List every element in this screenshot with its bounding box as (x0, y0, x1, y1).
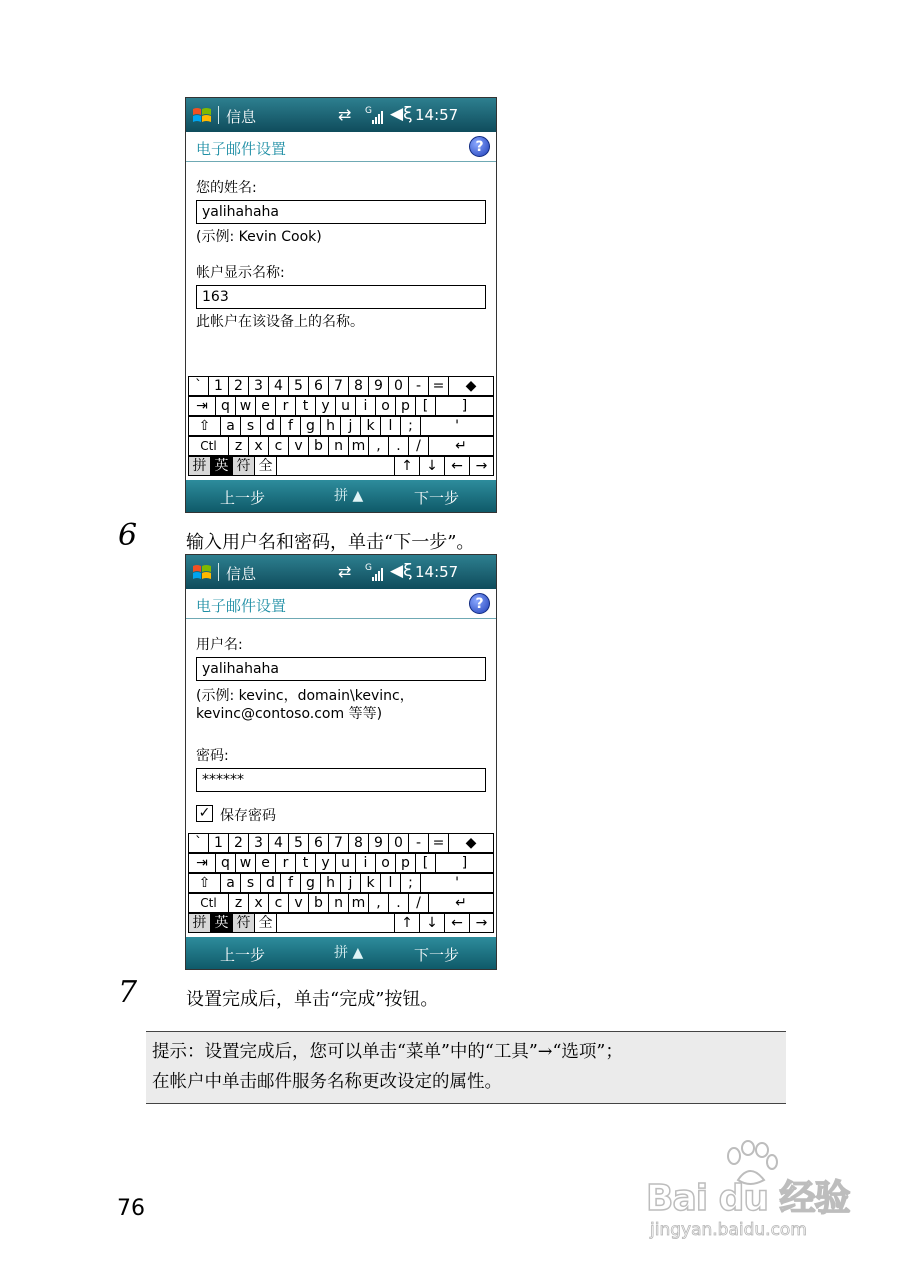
key[interactable]: j (340, 873, 361, 893)
page-number: 76 (117, 1196, 145, 1221)
key[interactable]: ] (435, 853, 494, 873)
key[interactable]: / (408, 436, 429, 456)
username-hint-line-2: kevinc@contoso.com 等等) (196, 706, 383, 722)
step-6-number: 6 (118, 518, 138, 553)
pinyin-mode-key[interactable]: 拼 (188, 456, 211, 476)
tip-line-2: 在帐户中单击邮件服务名称更改设定的属性。 (152, 1072, 502, 1092)
key[interactable]: t (295, 853, 316, 873)
fullwidth-key[interactable]: 全 (254, 913, 277, 933)
key[interactable]: - (408, 833, 429, 853)
key[interactable]: u (335, 396, 356, 416)
watermark-brand: Bai du 经验 (646, 1178, 850, 1219)
key[interactable]: o (375, 853, 396, 873)
ctrl-key[interactable]: Ctl (188, 893, 229, 913)
key[interactable]: e (255, 396, 276, 416)
clock[interactable]: 14:57 (415, 106, 459, 124)
key[interactable]: x (248, 436, 269, 456)
key[interactable]: / (408, 893, 429, 913)
key[interactable]: 4 (268, 376, 289, 396)
username-input[interactable]: yalihahaha (196, 657, 486, 681)
name-hint: (示例: Kevin Cook) (196, 229, 322, 245)
english-mode-key[interactable]: 英 (210, 456, 233, 476)
name-label: 您的姓名: (196, 180, 257, 196)
key[interactable]: h (320, 416, 341, 436)
windows-start-icon[interactable] (191, 105, 213, 125)
tab-key[interactable]: ⇥ (188, 396, 216, 416)
key[interactable]: a (220, 416, 241, 436)
step-7-number: 7 (118, 975, 138, 1010)
key[interactable]: 3 (248, 833, 269, 853)
phone-screen-credentials (185, 554, 497, 970)
keyboard-row-qwerty (186, 853, 496, 874)
key[interactable]: c (268, 436, 289, 456)
ctrl-key[interactable]: Ctl (188, 436, 229, 456)
key[interactable]: . (388, 436, 409, 456)
status-bar (186, 98, 496, 132)
volume-icon[interactable]: ◀ξ (390, 561, 413, 581)
key[interactable]: ` (188, 376, 209, 396)
key[interactable]: ' (420, 873, 494, 893)
page-header (186, 132, 496, 162)
backspace-key[interactable]: ◆ (448, 376, 494, 396)
key[interactable]: y (315, 396, 336, 416)
english-mode-key[interactable]: 英 (210, 913, 233, 933)
password-label: 密码: (196, 748, 229, 764)
app-title: 信息 (226, 108, 257, 126)
enter-key[interactable]: ↵ (428, 436, 494, 456)
keyboard-row-numbers (186, 376, 496, 397)
key[interactable]: i (355, 396, 376, 416)
key[interactable]: 1 (208, 376, 229, 396)
account-name-hint: 此帐户在该设备上的名称。 (196, 314, 364, 330)
key[interactable]: , (368, 436, 389, 456)
key[interactable]: v (288, 893, 309, 913)
keyboard-row-bottom (186, 893, 496, 914)
page-title: 电子邮件设置 (196, 140, 287, 158)
key[interactable]: 5 (288, 833, 309, 853)
clock[interactable]: 14:57 (415, 563, 459, 581)
key[interactable]: 8 (348, 833, 369, 853)
key[interactable]: k (360, 873, 381, 893)
input-method-toggle[interactable]: 拼 ▲ (334, 945, 364, 961)
svg-text:G: G (365, 106, 372, 116)
key[interactable]: ' (420, 416, 494, 436)
key[interactable]: 6 (308, 833, 329, 853)
username-label: 用户名: (196, 637, 243, 653)
key[interactable]: 2 (228, 376, 249, 396)
key[interactable]: z (228, 436, 249, 456)
key[interactable]: o (375, 396, 396, 416)
fullwidth-key[interactable]: 全 (254, 456, 277, 476)
key[interactable]: l (380, 873, 401, 893)
key[interactable]: a (220, 873, 241, 893)
key[interactable]: m (348, 436, 369, 456)
key[interactable]: 0 (388, 376, 409, 396)
key[interactable]: 8 (348, 376, 369, 396)
key[interactable]: t (295, 396, 316, 416)
space-key[interactable] (276, 456, 395, 476)
page-header (186, 589, 496, 619)
keyboard-row-numbers (186, 833, 496, 854)
key[interactable]: f (280, 873, 301, 893)
key[interactable]: , (368, 893, 389, 913)
tab-key[interactable]: ⇥ (188, 853, 216, 873)
pinyin-mode-key[interactable]: 拼 (188, 913, 211, 933)
key[interactable]: y (315, 853, 336, 873)
key[interactable]: = (428, 376, 449, 396)
back-softkey[interactable]: 上一步 (220, 946, 266, 964)
key[interactable]: - (408, 376, 429, 396)
arrow-up-key[interactable]: ↑ (394, 456, 420, 476)
sync-icon[interactable]: ⇄ (338, 562, 352, 581)
key[interactable]: u (335, 853, 356, 873)
softkey-bar (186, 937, 496, 969)
key[interactable]: z (228, 893, 249, 913)
shift-key[interactable]: ⇧ (188, 873, 221, 893)
status-bar (186, 555, 496, 589)
backspace-key[interactable]: ◆ (448, 833, 494, 853)
phone-screen-name-settings (185, 97, 497, 513)
symbol-mode-key[interactable]: 符 (232, 913, 255, 933)
tip-line-1: 提示：设置完成后，您可以单击“菜单”中的“工具”→“选项”； (152, 1042, 623, 1062)
key[interactable]: v (288, 436, 309, 456)
key[interactable]: ; (400, 416, 421, 436)
space-key[interactable] (276, 913, 395, 933)
arrow-right-key[interactable]: → (469, 456, 494, 476)
key[interactable]: b (308, 436, 329, 456)
softkey-bar (186, 480, 496, 512)
arrow-down-key[interactable]: ↓ (419, 456, 445, 476)
soft-keyboard (186, 376, 496, 481)
key[interactable]: q (215, 396, 236, 416)
key[interactable]: ` (188, 833, 209, 853)
enter-key[interactable]: ↵ (428, 893, 494, 913)
key[interactable]: x (248, 893, 269, 913)
key[interactable]: s (240, 873, 261, 893)
username-hint-line-1: (示例: kevinc，domain\kevinc， (196, 688, 414, 704)
arrow-down-key[interactable]: ↓ (419, 913, 445, 933)
account-name-input[interactable]: 163 (196, 285, 486, 309)
key[interactable]: 7 (328, 833, 349, 853)
account-name-label: 帐户显示名称: (196, 265, 285, 281)
watermark-url: jingyan.baidu.com (650, 1220, 807, 1240)
key[interactable]: s (240, 416, 261, 436)
key[interactable]: ] (435, 396, 494, 416)
keyboard-row-bottom (186, 436, 496, 457)
key[interactable]: [ (415, 853, 436, 873)
key[interactable]: q (215, 853, 236, 873)
keyboard-row-home (186, 873, 496, 894)
next-softkey[interactable]: 下一步 (414, 489, 460, 507)
key[interactable]: j (340, 416, 361, 436)
key[interactable]: 3 (248, 376, 269, 396)
key[interactable]: h (320, 873, 341, 893)
key[interactable]: p (395, 396, 416, 416)
shift-key[interactable]: ⇧ (188, 416, 221, 436)
key[interactable]: 5 (288, 376, 309, 396)
keyboard-row-home (186, 416, 496, 437)
key[interactable]: 6 (308, 376, 329, 396)
svg-text:G: G (365, 563, 372, 573)
soft-keyboard (186, 833, 496, 938)
key[interactable]: m (348, 893, 369, 913)
key[interactable]: k (360, 416, 381, 436)
key[interactable]: 4 (268, 833, 289, 853)
baidu-watermark (640, 1140, 860, 1250)
key[interactable]: g (300, 416, 321, 436)
key[interactable]: i (355, 853, 376, 873)
arrow-right-key[interactable]: → (469, 913, 494, 933)
status-divider (218, 563, 219, 581)
sync-icon[interactable]: ⇄ (338, 105, 352, 124)
key[interactable]: [ (415, 396, 436, 416)
volume-icon[interactable]: ◀ξ (390, 104, 413, 124)
key[interactable]: n (328, 436, 349, 456)
help-icon[interactable]: ? (469, 136, 490, 157)
symbol-mode-key[interactable]: 符 (232, 456, 255, 476)
signal-icon[interactable] (364, 561, 386, 583)
key[interactable]: w (235, 396, 256, 416)
step-6-text: 输入用户名和密码，单击“下一步”。 (186, 532, 475, 553)
help-icon[interactable]: ? (469, 593, 490, 614)
key[interactable]: b (308, 893, 329, 913)
key[interactable]: p (395, 853, 416, 873)
key[interactable]: g (300, 873, 321, 893)
key[interactable]: e (255, 853, 276, 873)
key[interactable]: . (388, 893, 409, 913)
name-input[interactable]: yalihahaha (196, 200, 486, 224)
key[interactable]: 1 (208, 833, 229, 853)
key[interactable]: 2 (228, 833, 249, 853)
key[interactable]: w (235, 853, 256, 873)
save-password-label[interactable]: 保存密码 (220, 808, 276, 824)
key[interactable]: d (260, 873, 281, 893)
key[interactable]: 7 (328, 376, 349, 396)
key[interactable]: f (280, 416, 301, 436)
key[interactable]: ; (400, 873, 421, 893)
save-password-checkbox[interactable]: ✓ (196, 805, 213, 822)
status-divider (218, 106, 219, 124)
app-title: 信息 (226, 565, 257, 583)
arrow-left-key[interactable]: ← (444, 456, 470, 476)
key[interactable]: = (428, 833, 449, 853)
page-title: 电子邮件设置 (196, 597, 287, 615)
back-softkey[interactable]: 上一步 (220, 489, 266, 507)
keyboard-row-qwerty (186, 396, 496, 417)
keyboard-row-mode (186, 456, 496, 477)
input-method-toggle[interactable]: 拼 ▲ (334, 488, 364, 504)
password-input[interactable]: ****** (196, 768, 486, 792)
key[interactable]: d (260, 416, 281, 436)
next-softkey[interactable]: 下一步 (414, 946, 460, 964)
keyboard-row-mode (186, 913, 496, 934)
arrow-up-key[interactable]: ↑ (394, 913, 420, 933)
windows-start-icon[interactable] (191, 562, 213, 582)
tip-box (146, 1031, 786, 1104)
key[interactable]: 9 (368, 833, 389, 853)
key[interactable]: n (328, 893, 349, 913)
key[interactable]: r (275, 396, 296, 416)
key[interactable]: 9 (368, 376, 389, 396)
key[interactable]: l (380, 416, 401, 436)
key[interactable]: r (275, 853, 296, 873)
key[interactable]: 0 (388, 833, 409, 853)
key[interactable]: c (268, 893, 289, 913)
step-7-text: 设置完成后，单击“完成”按钮。 (186, 989, 439, 1010)
signal-icon[interactable] (364, 104, 386, 126)
arrow-left-key[interactable]: ← (444, 913, 470, 933)
